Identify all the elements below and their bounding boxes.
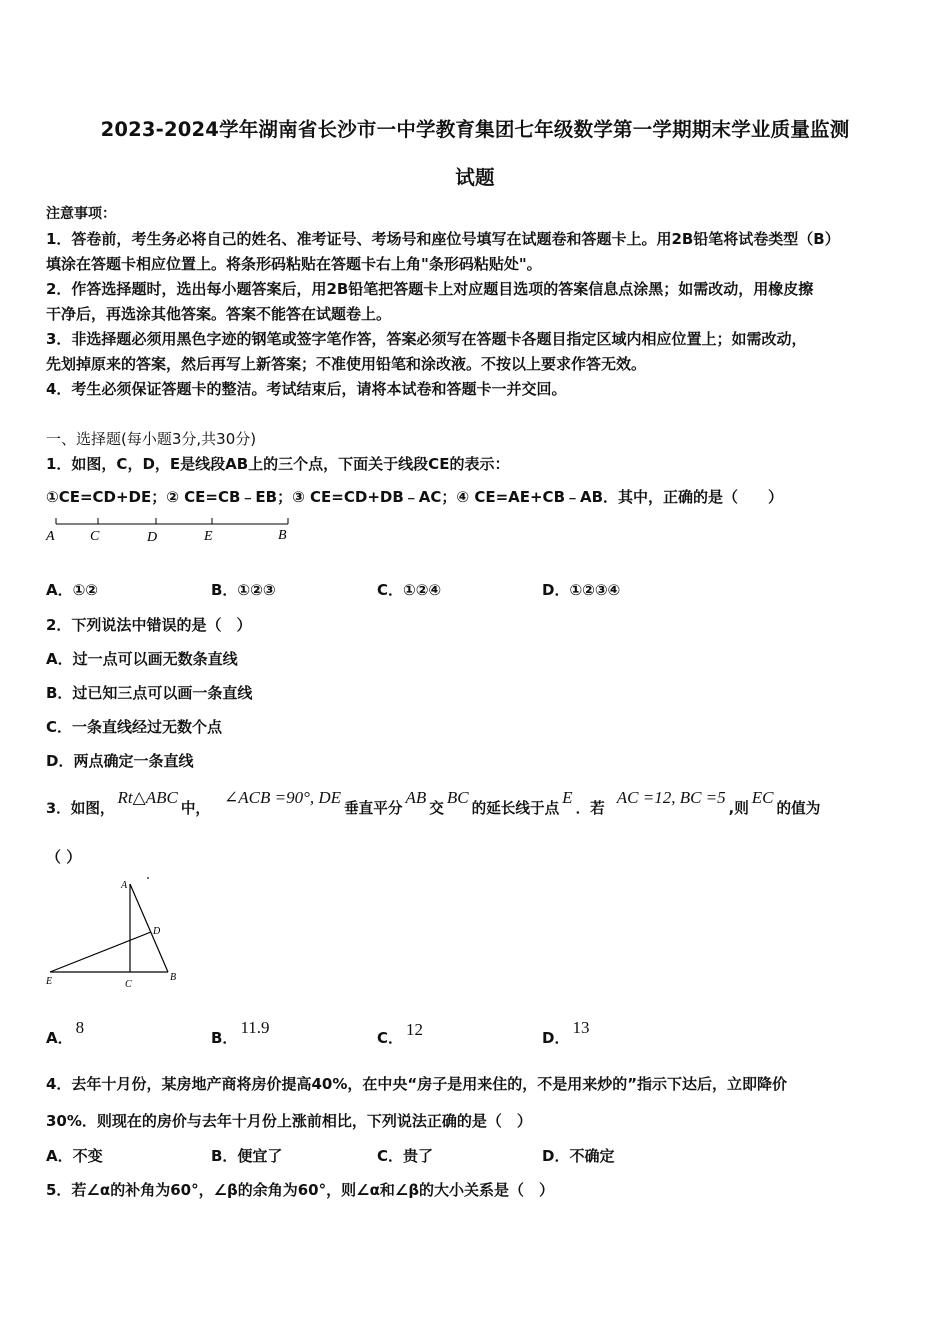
q3-math-ab: AB xyxy=(405,788,427,807)
q3-math-triangle: Rt△ABC xyxy=(117,788,178,807)
q3-label-c: C xyxy=(125,979,132,990)
q3-label-a: A xyxy=(121,880,128,891)
exam-title-line2: 试题 xyxy=(455,166,495,189)
q3-text-4: 的延长线于点 xyxy=(471,800,560,817)
q3-option-b: B．11.9 xyxy=(211,1018,270,1047)
q3-stem xyxy=(46,788,821,818)
q1-option-c: C．①②④ xyxy=(377,581,442,599)
q1-point-c: C xyxy=(90,529,100,544)
q3-math-bc: BC xyxy=(446,788,469,807)
q1-point-a: A xyxy=(46,529,55,544)
q3-math-ec: EC xyxy=(751,788,774,807)
q3-option-c-value: 12 xyxy=(406,1020,424,1039)
notes-heading: 注意事项： xyxy=(46,206,116,222)
q3-text-6: ,则 xyxy=(728,800,749,817)
q3-option-c: C． 12 xyxy=(377,1020,424,1047)
q1-stem: 1．如图，C，D，E是线段AB上的三个点，下面关于线段CE的表示： xyxy=(46,455,510,473)
note-2a: 2．作答选择题时，选出每小题答案后，用2B铅笔把答题卡上对应题目选项的答案信息点涂黑；如需改动，用橡皮擦 xyxy=(46,280,814,298)
q3-text-5: ．若 xyxy=(575,800,605,817)
q3-label-e: E xyxy=(46,976,53,987)
q3-option-a-value: 8 xyxy=(75,1018,85,1037)
q3-option-b-value: 11.9 xyxy=(240,1018,270,1037)
q1-option-d: D．①②③④ xyxy=(542,581,621,599)
q5-stem: 5．若∠α的补角为60°，∠β的余角为60°，则∠α和∠β的大小关系是（ ） xyxy=(46,1181,555,1199)
section-heading: 一、选择题(每小题3分,共30分) xyxy=(46,430,257,448)
q3-math-e: E xyxy=(562,788,573,807)
q3-math-angle: ∠ACB =90°, DE xyxy=(224,788,342,807)
exam-title-line1: 2023-2024学年湖南省长沙市一中学教育集团七年级数学第一学期期末学业质量监测 xyxy=(100,118,850,141)
q3-math-values: AC =12, BC =5 xyxy=(616,788,726,807)
q1-segment-figure xyxy=(40,510,300,548)
q1-option-a: A．①② xyxy=(46,581,99,599)
q2-option-b: B．过已知三点可以画一条直线 xyxy=(46,684,253,702)
q2-option-c: C．一条直线经过无数个点 xyxy=(46,718,223,736)
q1-option-b: B．①②③ xyxy=(211,581,276,599)
q4-option-c: C．贵了 xyxy=(377,1147,434,1165)
q1-point-d: D xyxy=(147,530,158,545)
q4-option-a: A．不变 xyxy=(46,1147,103,1165)
q2-stem: 2．下列说法中错误的是（ ） xyxy=(46,616,252,634)
q3-label-d: D xyxy=(153,926,161,937)
note-4: 4．考生必须保证答题卡的整洁。考试结束后，请将本试卷和答题卡一并交回。 xyxy=(46,380,567,398)
note-2b: 干净后，再选涂其他答案。答案不能答在试题卷上。 xyxy=(46,305,392,323)
q1-point-b: B xyxy=(278,528,287,543)
q2-option-a: A．过一点可以画无数条直线 xyxy=(46,650,238,668)
q3-blank: （ ） xyxy=(46,848,82,866)
q4-option-d: D．不确定 xyxy=(542,1147,615,1165)
note-1a: 1．答卷前，考生务必将自己的姓名、准考证号、考场号和座位号填写在试题卷和答题卡上。用2B铅笔将试卷类型（B） xyxy=(46,230,840,248)
q4-stem-line2: 30%．则现在的房价与去年十月份上涨前相比，下列说法正确的是（ ） xyxy=(46,1112,532,1130)
q3-text-3: 交 xyxy=(429,800,444,817)
q3-option-a: A．8 xyxy=(46,1018,85,1047)
note-3b: 先划掉原来的答案，然后再写上新答案；不准使用铅笔和涂改液。不按以上要求作答无效。 xyxy=(46,355,647,373)
q3-text-7: 的值为 xyxy=(776,800,821,817)
q3-prefix: 3．如图， xyxy=(46,800,115,817)
q3-text-2: 垂直平分 xyxy=(344,800,403,817)
q3-triangle-figure xyxy=(40,870,190,995)
q3-option-d: D．13 xyxy=(542,1018,590,1047)
q4-option-b: B．便宜了 xyxy=(211,1147,283,1165)
q4-stem-line1: 4．去年十月份，某房地产商将房价提高40%，在中央“房子是用来住的，不是用来炒的”指示下达后，立即降价 xyxy=(46,1075,788,1093)
q2-option-d: D．两点确定一条直线 xyxy=(46,752,194,770)
q3-label-b: B xyxy=(170,972,177,983)
q1-point-e: E xyxy=(204,529,213,544)
q3-text-1: 中， xyxy=(180,800,211,817)
note-1b: 填涂在答题卡相应位置上。将条形码粘贴在答题卡右上角"条形码粘贴处"。 xyxy=(46,255,542,273)
note-3a: 3．非选择题必须用黑色字迹的钢笔或签字笔作答，答案必须写在答题卡各题目指定区域内相应位置上；如需改动， xyxy=(46,330,807,348)
q3-option-d-value: 13 xyxy=(572,1018,590,1037)
q1-statements: ①CE=CD+DE；② CE=CB﹣EB；③ CE=CD+DB﹣AC；④ CE=AE+CB﹣AB．其中，正确的是（ ） xyxy=(46,488,784,506)
